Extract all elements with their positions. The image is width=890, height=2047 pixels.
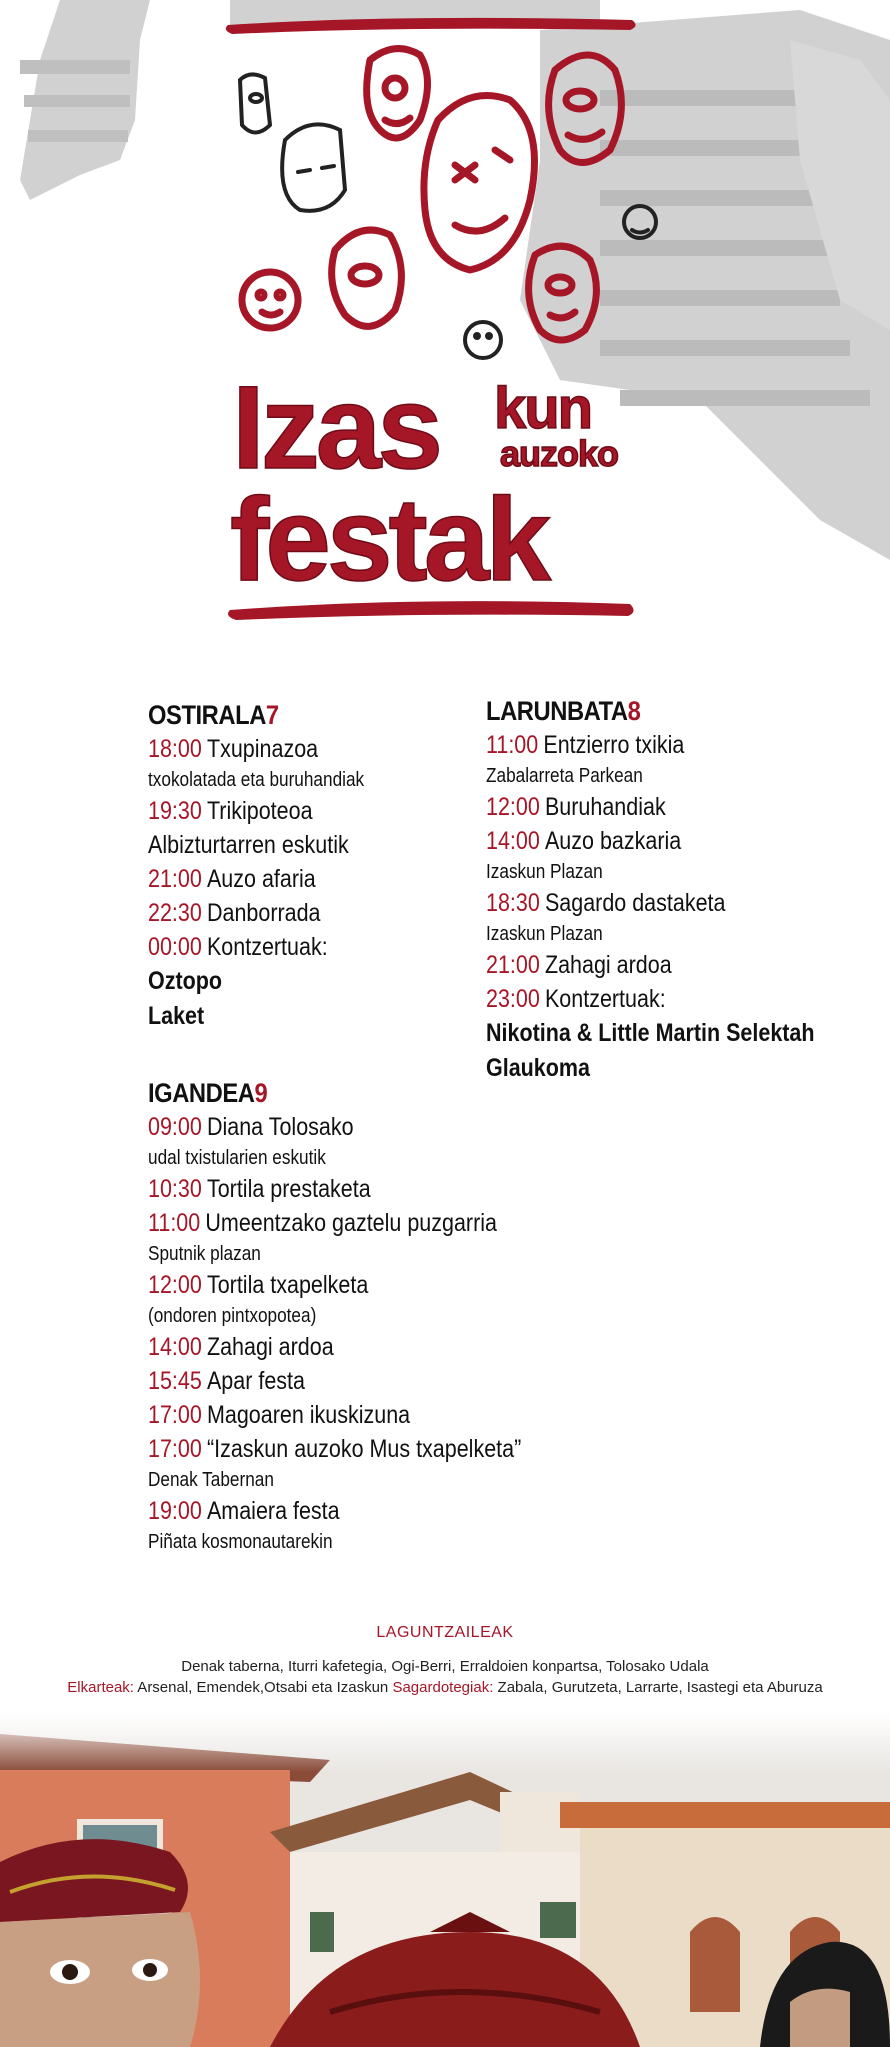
header-illustration: [0, 0, 890, 640]
sponsors-cider-houses-list: Zabala, Gurutzeta, Larrarte, Isastegi eta Aburuza: [493, 1679, 823, 1696]
event-item: 12:00 Tortila txapelketa: [148, 1271, 369, 1299]
event-note: Denak Tabernan: [148, 1469, 274, 1491]
event-note: txokolatada eta buruhandiak: [148, 769, 365, 791]
schedule-sunday: [148, 1076, 628, 1556]
day-title-friday: [148, 698, 438, 732]
event-note: Sputnik plazan: [148, 1243, 261, 1265]
sponsors-list: Denak taberna, Iturri kafetegia, Ogi-Berri, Erraldoien konpartsa, Tolosako Udala: [181, 1658, 709, 1675]
event-item: 14:00 Auzo bazkaria: [486, 827, 682, 855]
day-name: IGANDEA: [148, 1078, 255, 1108]
event-item: 12:00 Buruhandiak: [486, 793, 666, 821]
event-note: Albizturtarren eskutik: [148, 831, 349, 859]
face-icon: [465, 322, 501, 358]
event-item: 23:00 Kontzertuak:: [486, 985, 666, 1013]
face-icon: [242, 272, 298, 328]
face-icon: [240, 74, 270, 132]
logo: [230, 362, 618, 606]
event-note: Piñata kosmonautarekin: [148, 1531, 333, 1553]
day-name: LARUNBATA: [486, 696, 628, 726]
event-item: 22:30 Danborrada: [148, 899, 321, 927]
band-name: Oztopo: [148, 967, 223, 995]
logo-word-izas: Izas: [232, 362, 440, 494]
face-icon: [424, 96, 535, 271]
logo-word-kun: kun: [494, 376, 592, 441]
schedule-friday: [148, 698, 478, 1034]
sponsors-label-cider-houses: Sagardotegiak:: [392, 1679, 494, 1696]
face-icon: [282, 124, 345, 210]
band-name: Nikotina & Little Martin Selektah: [486, 1019, 815, 1047]
logo-word-festak: festak: [230, 474, 548, 606]
event-note: Izaskun Plazan: [486, 923, 603, 945]
band-name: Glaukoma: [486, 1054, 590, 1082]
event-item: 14:00 Zahagi ardoa: [148, 1333, 334, 1361]
event-item: 15:45 Apar festa: [148, 1367, 305, 1395]
schedule-saturday: [486, 694, 866, 1086]
face-icon: [332, 230, 402, 326]
sponsors-title: LAGUNTZAILEAK: [376, 1624, 514, 1641]
sponsors-section: [0, 1624, 890, 1698]
footer-photo: [0, 1712, 890, 2047]
event-item: 21:00 Zahagi ardoa: [486, 951, 672, 979]
event-item: 00:00 Kontzertuak:: [148, 933, 328, 961]
event-item: 19:00 Amaiera festa: [148, 1497, 340, 1525]
day-number: 8: [627, 696, 641, 726]
event-item: 17:00 “Izaskun auzoko Mus txapelketa”: [148, 1435, 522, 1463]
day-number: 7: [265, 700, 279, 730]
sponsors-label-associations: Elkarteak:: [67, 1679, 134, 1696]
event-item: 10:30 Tortila prestaketa: [148, 1175, 371, 1203]
event-item: 18:30 Sagardo dastaketa: [486, 889, 726, 917]
event-item: 18:00 Txupinazoa: [148, 735, 319, 763]
day-title-sunday: [148, 1076, 570, 1110]
day-number: 9: [254, 1078, 268, 1108]
event-item: 11:00 Entzierro txikia: [486, 731, 685, 759]
event-note: Izaskun Plazan: [486, 861, 603, 883]
sponsors-associations: [0, 1677, 890, 1698]
event-note: (ondoren pintxopotea): [148, 1305, 317, 1327]
day-title-saturday: [486, 694, 820, 728]
sponsors-associations-list: Arsenal, Emendek,Otsabi eta Izaskun: [133, 1679, 393, 1696]
event-item: 21:00 Auzo afaria: [148, 865, 316, 893]
event-note: Zabalarreta Parkean: [486, 765, 643, 787]
event-note: udal txistularien eskutik: [148, 1147, 326, 1169]
event-item: 11:00 Umeentzako gaztelu puzgarria: [148, 1209, 497, 1237]
event-item: 09:00 Diana Tolosako: [148, 1113, 354, 1141]
logo-word-auzoko: auzoko: [500, 433, 619, 474]
band-name: Laket: [148, 1002, 205, 1030]
event-item: 17:00 Magoaren ikuskizuna: [148, 1401, 411, 1429]
face-icon: [367, 49, 428, 138]
day-name: OSTIRALA: [148, 700, 266, 730]
event-item: 19:30 Trikipoteoa: [148, 797, 313, 825]
